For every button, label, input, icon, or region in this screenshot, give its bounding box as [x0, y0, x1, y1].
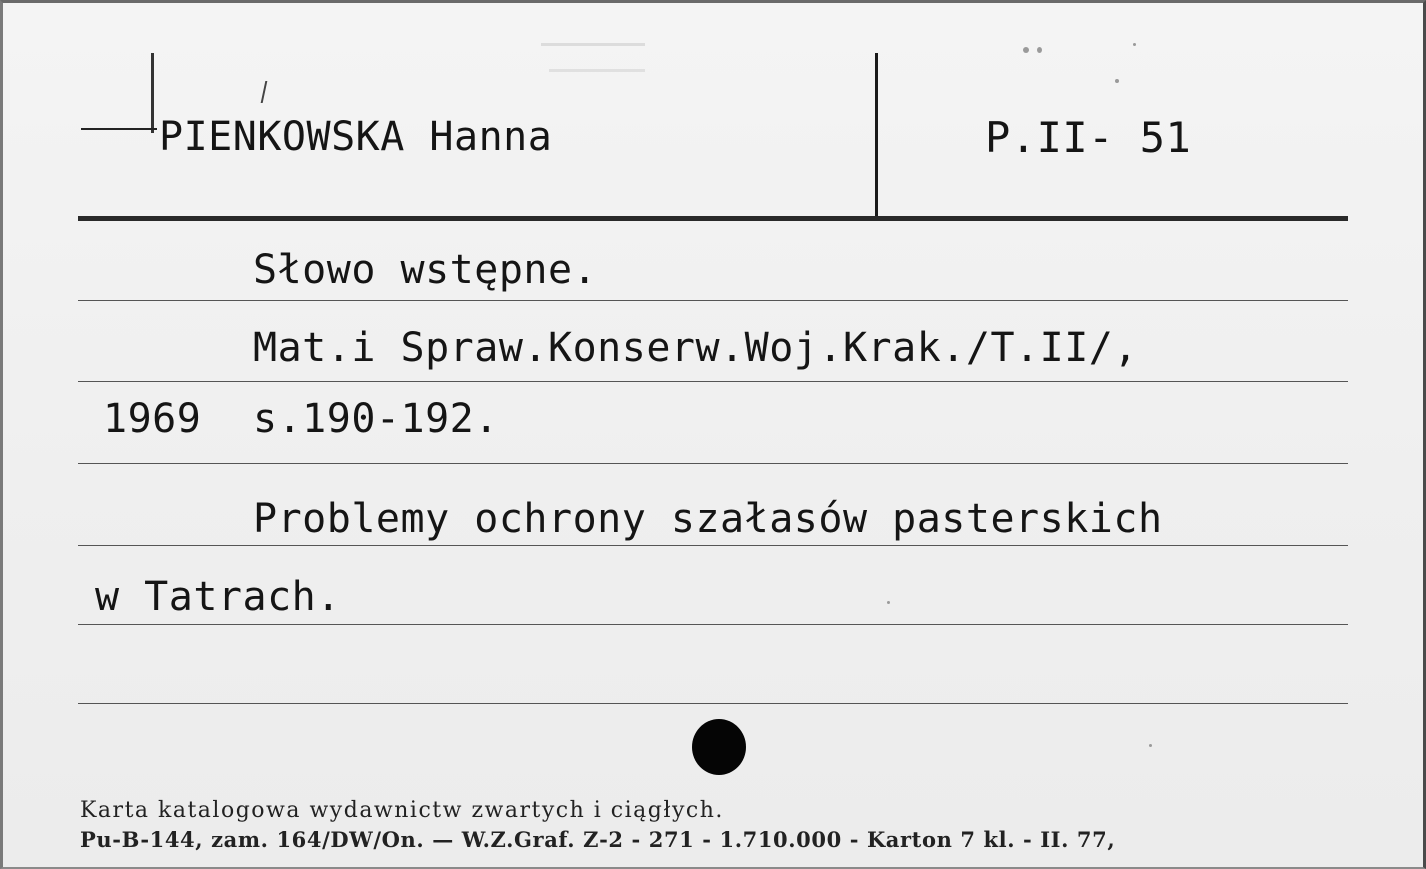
scan-speck [1149, 744, 1152, 747]
publication-year: 1969 [103, 396, 202, 442]
punch-hole [692, 719, 746, 775]
author-heading: PIENKOWSKA Hanna [159, 114, 553, 160]
margin-tick [151, 53, 154, 133]
subject-line-1: Problemy ochrony szałasów pasterskich [253, 496, 1163, 542]
source-line: Mat.i Spraw.Konserw.Woj.Krak./T.II/, [253, 325, 1138, 371]
header-divider [875, 53, 878, 216]
scan-speck [1037, 47, 1042, 53]
margin-tick-small [261, 81, 268, 103]
scan-smudge [541, 43, 645, 46]
scan-speck [1133, 43, 1136, 46]
rule-4 [78, 545, 1348, 546]
rule-1 [78, 300, 1348, 301]
subject-line-2: w Tatrach. [95, 574, 341, 620]
scan-speck [1115, 79, 1119, 83]
footer-print-info: Pu-B-144, zam. 164/DW/On. — W.Z.Graf. Z-2 - 271 - 1.710.000 - Karton 7 kl. - II. 77, [80, 827, 1116, 852]
rule-5 [78, 624, 1348, 625]
header-rule [78, 216, 1348, 221]
title-line: Słowo wstępne. [253, 247, 598, 293]
page-range: s.190-192. [253, 396, 499, 442]
author-lead-dash [81, 128, 157, 130]
rule-6 [78, 703, 1348, 704]
scan-speck [887, 601, 890, 604]
rule-3 [78, 463, 1348, 464]
rule-2 [78, 381, 1348, 382]
scan-smudge [549, 69, 645, 72]
shelf-signature: P.II- 51 [985, 113, 1192, 162]
footer-form-title: Karta katalogowa wydawnictw zwartych i ciągłych. [80, 798, 724, 823]
scan-speck [1023, 47, 1029, 53]
